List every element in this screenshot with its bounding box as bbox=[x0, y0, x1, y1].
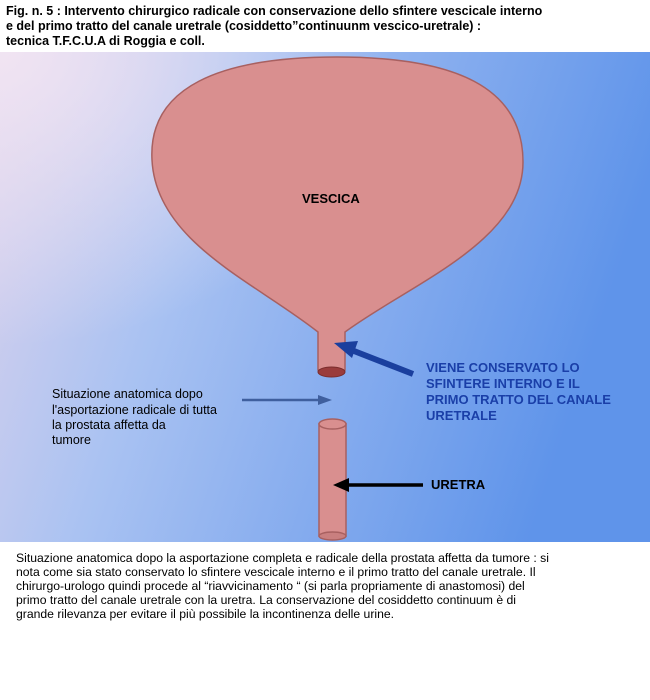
title-line: tecnica T.F.C.U.A di Roggia e coll. bbox=[6, 34, 205, 48]
urethra-tube bbox=[319, 424, 346, 536]
vescica-label: VESCICA bbox=[302, 191, 360, 206]
caption-line: primo tratto del canale uretrale con la uretra. La conservazione del cosiddetto continuum è di bbox=[16, 593, 516, 607]
uretra-label: URETRA bbox=[431, 477, 486, 492]
situazione-label-line: l'asportazione radicale di tutta bbox=[52, 403, 217, 417]
figure-caption bbox=[16, 551, 644, 621]
sfintere-label-line: URETRALE bbox=[426, 408, 497, 423]
situazione-label-line: Situazione anatomica dopo bbox=[52, 387, 203, 401]
caption-line: chirurgo-urologo quindi procede al “riavvicinamento “ (si parla propriamente di anastomosi) del bbox=[16, 579, 525, 593]
anatomy-diagram bbox=[0, 52, 650, 542]
title-line: e del primo tratto del canale uretrale (cosiddetto”continuunm vescico-uretrale) : bbox=[6, 19, 482, 33]
urethra-bottom-edge bbox=[319, 532, 346, 540]
sfintere-label-line: PRIMO TRATTO DEL CANALE bbox=[426, 392, 611, 407]
sfintere-label-line: VIENE CONSERVATO LO bbox=[426, 360, 580, 375]
situazione-label-line: tumore bbox=[52, 433, 91, 447]
caption-line: nota come sia stato conservato lo sfintere vescicale interno e il primo tratto del canale uretrale. Il bbox=[16, 565, 536, 579]
upper-urethra-opening bbox=[318, 367, 345, 377]
caption-line: grande rilevanza per evitare il più possibile la incontinenza delle urine. bbox=[16, 607, 395, 621]
urethra-top-opening bbox=[319, 419, 346, 429]
sfintere-label-line: SFINTERE INTERNO E IL bbox=[426, 376, 580, 391]
situazione-label-line: la prostata affetta da bbox=[52, 418, 166, 432]
caption-line: Situazione anatomica dopo la asportazione completa e radicale della prostata affetta da tumore : si bbox=[16, 551, 549, 565]
title-line: Fig. n. 5 : Intervento chirurgico radicale con conservazione dello sfintere vescicale interno bbox=[6, 4, 543, 18]
figure-title bbox=[6, 4, 646, 49]
